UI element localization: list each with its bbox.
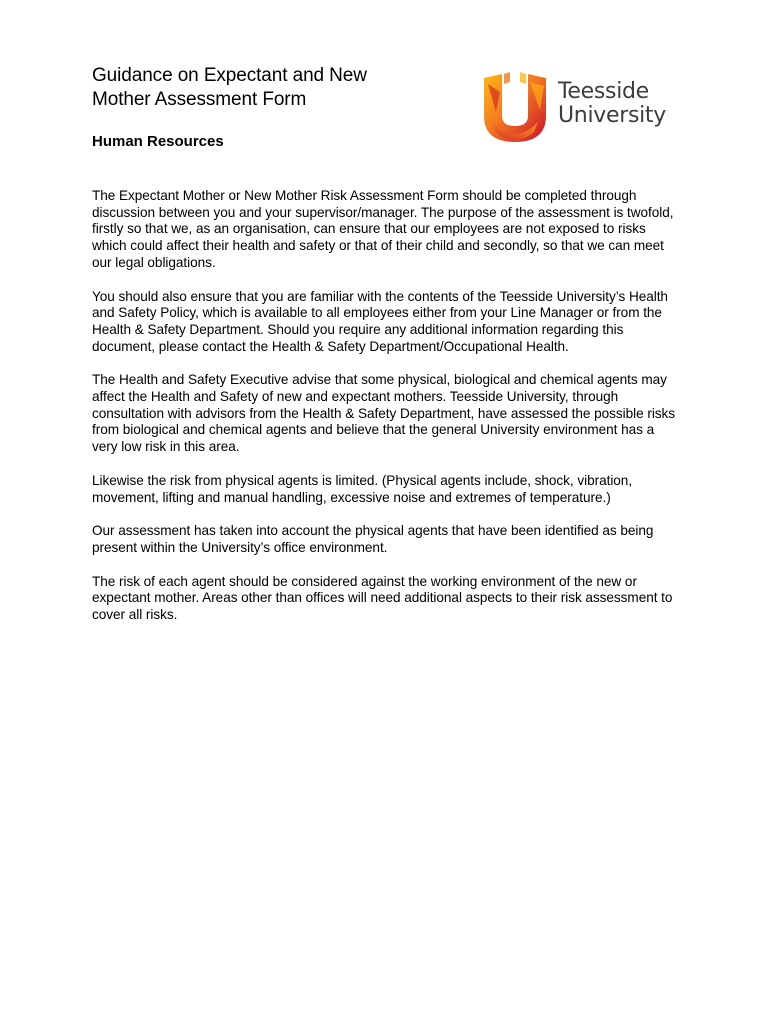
title-line-1: Guidance on Expectant and New xyxy=(92,65,367,86)
paragraph: The Expectant Mother or New Mother Risk Assessment Form should be completed through discussion between you and your supervisor/manager. The purpose of the assessment is twofold, firstly so that we, as an organisation, can ensure that our employees are not exposed to risks which could affect their health and safety or that of their child and secondly, so that we can meet our legal obligations. xyxy=(92,188,674,270)
paragraph: Likewise the risk from physical agents is limited. (Physical agents include, shock, vibration, movement, lifting and manual handling, excessive noise and extremes of temperature.) xyxy=(92,472,633,505)
document-title xyxy=(92,64,472,112)
teesside-university-logo xyxy=(482,68,678,148)
department-heading: Human Resources xyxy=(92,133,224,150)
paragraph: You should also ensure that you are familiar with the contents of the Teesside University’s Health and Safety Policy, which is available to all employees either from your Line Manager or from the Health & Safety Department. Should you require any additional information regarding this document, please contact the Health & Safety Department/Occupational Health. xyxy=(92,288,668,354)
title-line-2: Mother Assessment Form xyxy=(92,89,307,110)
paragraph: The risk of each agent should be considered against the working environment of the new or expectant mother. Areas other than offices will need additional aspects to their risk assessment to cover all risks. xyxy=(92,573,673,623)
document-body xyxy=(92,188,682,641)
logo-line-1: Teesside xyxy=(558,79,649,104)
paragraph: The Health and Safety Executive advise that some physical, biological and chemical agents may affect the Health and Safety of new and expectant mothers. Teesside University, through consultation with advisors from the Health & Safety Department, have assessed the possible risks from biological and chemical agents and believe that the general University environment has a very low risk in this area. xyxy=(92,372,676,455)
paragraph: Our assessment has taken into account the physical agents that have been identified as being present within the University’s office environment. xyxy=(92,523,654,555)
logo-wordmark xyxy=(558,80,666,128)
teesside-u-icon xyxy=(482,72,548,144)
logo-line-2: University xyxy=(558,103,666,128)
